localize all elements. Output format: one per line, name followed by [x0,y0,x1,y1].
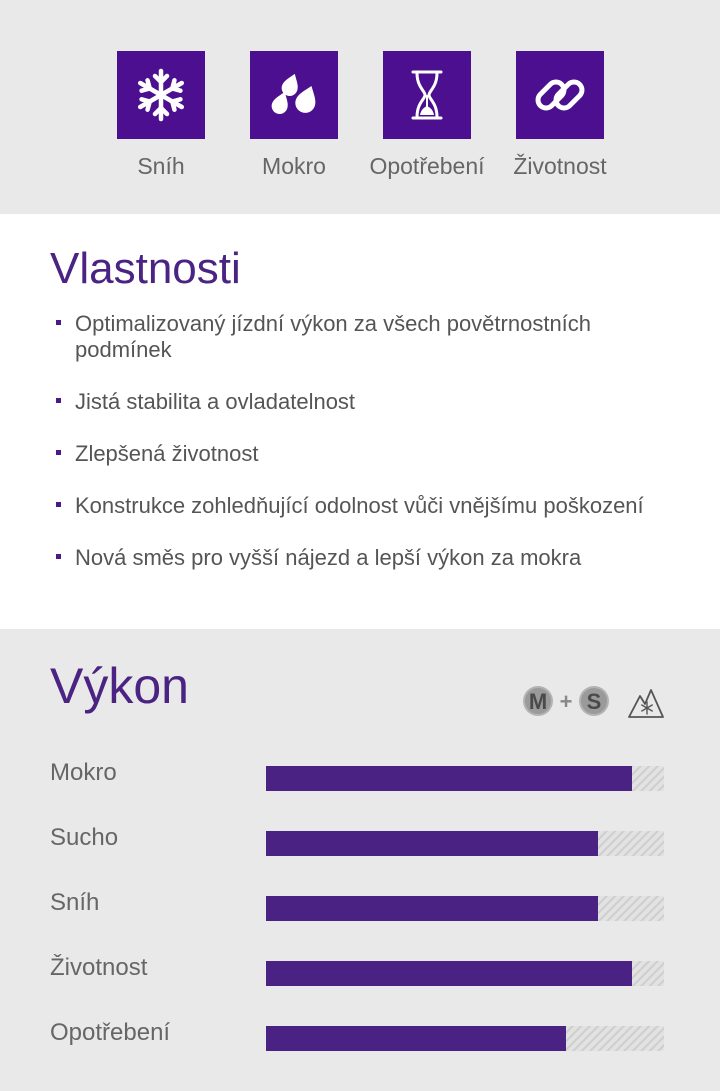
list-item-text: Optimalizovaný jízdní výkon za všech povětrnostních podmínek [75,311,592,362]
rating-label: Mokro [50,759,117,786]
rating-bar-track [266,961,664,986]
rating-bar-fill [266,1026,566,1051]
rating-label: Životnost [50,954,148,981]
bullet-icon [56,502,61,507]
rating-row-wear [50,1019,664,1048]
feature-icons-section [0,0,720,214]
feature-wet [219,51,369,180]
feature-label: Opotřebení [369,153,485,179]
bullet-icon [56,554,61,559]
list-item [50,311,670,363]
rating-bar-track [266,896,664,921]
feature-label: Životnost [513,153,607,179]
list-item-text: Konstrukce zohledňující odolnost vůči vnějšímu poškození [75,493,644,518]
list-item [50,389,670,415]
ms-plus-sign: + [559,689,573,714]
feature-snow [86,51,236,180]
mud-snow-badge [521,681,611,721]
rating-row-wet [50,759,664,788]
rating-bar-fill [266,766,632,791]
list-item-text: Zlepšená životnost [75,441,259,466]
three-peak-snowflake-icon [627,682,665,720]
feature-label: Mokro [262,153,326,179]
chain-link-icon [516,51,604,139]
performance-section [0,629,720,1091]
performance-title: Výkon [50,658,189,714]
feature-label: Sníh [137,153,185,179]
rating-label: Opotřebení [50,1019,171,1046]
snowflake-icon [117,51,205,139]
rating-label: Sníh [50,889,100,916]
hourglass-icon [383,51,471,139]
rating-row-snow [50,889,664,918]
list-item [50,545,670,571]
properties-list [50,311,670,597]
rating-row-durability [50,954,664,983]
bullet-icon [56,320,61,325]
rating-bar-fill [266,961,632,986]
bullet-icon [56,450,61,455]
properties-title: Vlastnosti [50,244,241,293]
list-item-text: Nová směs pro vyšší nájezd a lepší výkon za mokra [75,545,582,570]
bullet-icon [56,398,61,403]
rating-bar-track [266,831,664,856]
rating-row-dry [50,824,664,853]
rating-bar-track [266,1026,664,1051]
water-drops-icon [250,51,338,139]
ms-s-letter: S [586,689,602,714]
feature-durability [485,51,635,180]
list-item [50,441,670,467]
rating-label: Sucho [50,824,119,851]
rating-bar-fill [266,896,598,921]
feature-wear [352,51,502,180]
properties-section [0,214,720,629]
rating-bar-fill [266,831,598,856]
list-item-text: Jistá stabilita a ovladatelnost [75,389,356,414]
list-item [50,493,670,519]
ms-m-letter: M [528,689,548,714]
rating-bar-track [266,766,664,791]
